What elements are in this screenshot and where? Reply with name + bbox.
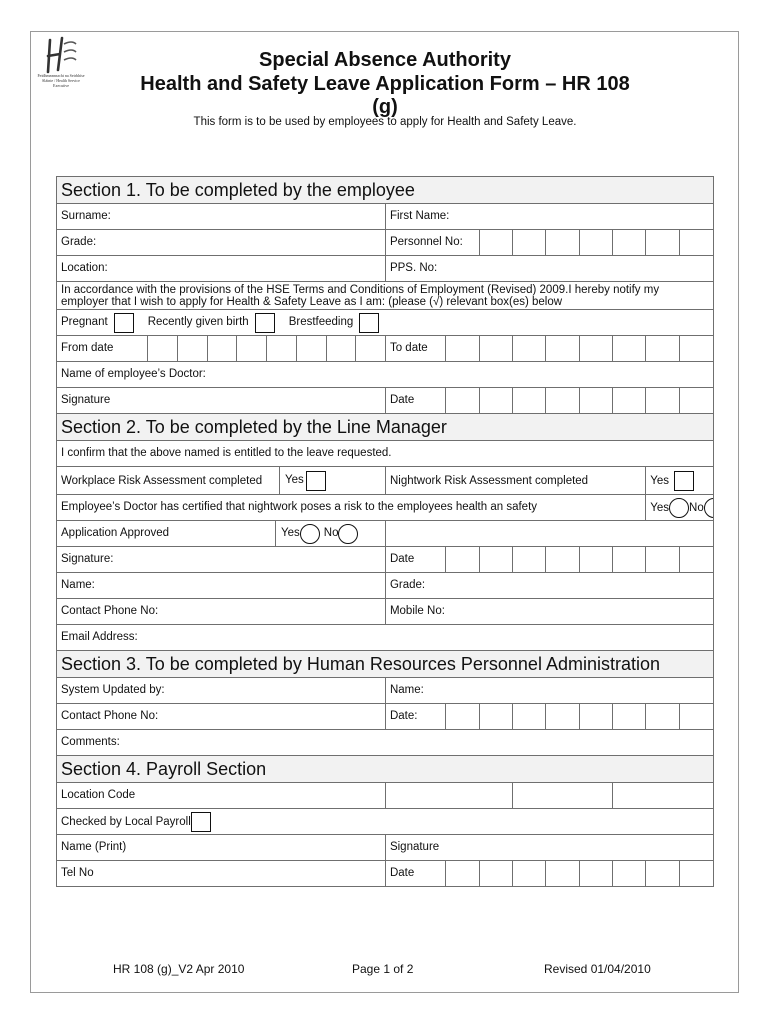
manager-grade-field[interactable]: Grade: (385, 573, 713, 599)
to-date-box[interactable] (446, 336, 479, 362)
nightwork-yes-cell (646, 467, 714, 495)
location-code-box[interactable] (612, 783, 713, 809)
nightwork-yes-label: Yes (650, 474, 670, 487)
payroll-signature-field[interactable]: Signature (385, 835, 713, 861)
payroll-date-box[interactable] (612, 861, 645, 887)
personnel-no-box[interactable] (679, 230, 713, 256)
doctor-certified-no-label: No (689, 501, 704, 514)
employee-signature-field[interactable]: Signature (57, 388, 386, 414)
workplace-risk-cell (57, 467, 386, 495)
manager-date-label: Date (385, 547, 446, 573)
form-intro: This form is to be used by employees to apply for Health and Safety Leave. (193, 116, 577, 128)
doctor-certified-yes-label: Yes (650, 501, 670, 514)
workplace-risk-yes-label: Yes (285, 474, 304, 486)
from-date-box[interactable] (355, 336, 385, 361)
payroll-date-box[interactable] (513, 861, 546, 887)
recently-given-birth-label: Recently given birth (147, 316, 249, 328)
manager-date-box[interactable] (646, 547, 679, 573)
location-field[interactable]: Location: (57, 256, 386, 282)
employee-date-box[interactable] (479, 388, 512, 414)
hr-date-box[interactable] (612, 704, 645, 730)
system-updated-by-field[interactable]: System Updated by: (57, 678, 386, 704)
from-date-box[interactable] (236, 336, 266, 361)
personnel-no-label: Personnel No: (385, 230, 479, 256)
doctor-certified-text: Employee’s Doctor has certified that nightwork poses a risk to the employees health an safety (57, 495, 646, 521)
to-date-box[interactable] (546, 336, 579, 362)
to-date-box[interactable] (579, 336, 612, 362)
manager-date-box[interactable] (546, 547, 579, 573)
payroll-tel-no-field[interactable]: Tel No (57, 861, 386, 887)
recently-given-birth-checkbox[interactable] (255, 313, 275, 333)
logo-caption: Feidhmeannacht na Seirbhíse Sláinte / Health Service Executive (37, 73, 85, 88)
payroll-date-box[interactable] (479, 861, 512, 887)
application-approved-options (275, 521, 385, 546)
workplace-risk-yes-checkbox[interactable] (306, 471, 326, 491)
footer-revised-date: Revised 01/04/2010 (544, 962, 651, 976)
blank-cell (385, 521, 713, 547)
hr-date-box[interactable] (579, 704, 612, 730)
checked-by-payroll-label: Checked by Local Payroll (61, 815, 191, 828)
manager-name-field[interactable]: Name: (57, 573, 386, 599)
payroll-date-box[interactable] (446, 861, 479, 887)
approved-yes-label: Yes (281, 527, 300, 539)
to-date-label: To date (385, 336, 446, 362)
from-date-box[interactable] (147, 336, 177, 361)
nightwork-risk-label: Nightwork Risk Assessment completed (385, 467, 645, 495)
application-approved-cell (57, 521, 386, 547)
footer-page-number: Page 1 of 2 (352, 962, 414, 976)
doctor-certified-no-radio[interactable] (704, 498, 714, 518)
to-date-box[interactable] (612, 336, 645, 362)
personnel-no-box[interactable] (546, 230, 579, 256)
doctor-name-field[interactable]: Name of employee’s Doctor: (57, 362, 714, 388)
hr-date-box[interactable] (446, 704, 479, 730)
manager-date-box[interactable] (579, 547, 612, 573)
grade-field[interactable]: Grade: (57, 230, 386, 256)
manager-date-box[interactable] (446, 547, 479, 573)
footer-form-code: HR 108 (g)_V2 Apr 2010 (113, 962, 245, 976)
leave-reason-row (57, 310, 714, 336)
personnel-no-box[interactable] (646, 230, 679, 256)
approved-no-radio[interactable] (338, 524, 358, 544)
from-date-label: From date (61, 342, 114, 354)
from-date-cell (57, 336, 386, 362)
section4-heading: Section 4. Payroll Section (57, 756, 714, 783)
manager-date-box[interactable] (679, 547, 713, 573)
breastfeeding-checkbox[interactable] (359, 313, 379, 333)
section3-heading: Section 3. To be completed by Human Resources Personnel Administration (57, 651, 714, 678)
employee-date-box[interactable] (446, 388, 479, 414)
checked-by-payroll-row (57, 809, 714, 835)
manager-date-box[interactable] (479, 547, 512, 573)
pregnant-checkbox[interactable] (114, 313, 134, 333)
hr-date-box[interactable] (679, 704, 713, 730)
section2-heading: Section 2. To be completed by the Line Manager (57, 414, 714, 441)
pps-no-field[interactable]: PPS. No: (385, 256, 713, 282)
manager-contact-phone-field[interactable]: Contact Phone No: (57, 599, 386, 625)
section1-heading: Section 1. To be completed by the employee (57, 177, 714, 204)
to-date-box[interactable] (479, 336, 512, 362)
nightwork-yes-checkbox[interactable] (674, 471, 694, 491)
payroll-date-box[interactable] (646, 861, 679, 887)
employee-date-box[interactable] (579, 388, 612, 414)
from-date-box[interactable] (266, 336, 296, 361)
doctor-certified-options (646, 495, 714, 521)
form-subtitle: Health and Safety Leave Application Form – HR 108 (g) (140, 73, 630, 118)
payroll-date-box[interactable] (679, 861, 713, 887)
hr-comments-field[interactable]: Comments: (57, 730, 714, 756)
doctor-certified-yes-radio[interactable] (669, 498, 689, 518)
from-date-box[interactable] (177, 336, 207, 361)
from-date-box[interactable] (207, 336, 237, 361)
hr-date-box[interactable] (513, 704, 546, 730)
manager-date-box[interactable] (612, 547, 645, 573)
employee-date-box[interactable] (612, 388, 645, 414)
payroll-date-label: Date (385, 861, 446, 887)
location-code-label: Location Code (57, 783, 386, 809)
from-date-box[interactable] (296, 336, 326, 361)
personnel-no-box[interactable] (612, 230, 645, 256)
manager-mobile-field[interactable]: Mobile No: (385, 599, 713, 625)
to-date-box[interactable] (679, 336, 713, 362)
application-form (56, 176, 714, 887)
hr-date-box[interactable] (546, 704, 579, 730)
checked-by-payroll-checkbox[interactable] (191, 812, 211, 832)
employee-date-box[interactable] (546, 388, 579, 414)
surname-field[interactable]: Surname: (57, 204, 386, 230)
location-code-box[interactable] (513, 783, 613, 809)
personnel-no-box[interactable] (513, 230, 546, 256)
hr-date-box[interactable] (479, 704, 512, 730)
hr-date-label: Date: (385, 704, 446, 730)
to-date-box[interactable] (513, 336, 546, 362)
declaration-text: In accordance with the provisions of the HSE Terms and Conditions of Employment (Revised) 2009.I hereby notify my employer that I wish to apply for Health & Safety Leave as I am: (please (√) relevant box(es) below (57, 282, 714, 310)
hr-contact-phone-field[interactable]: Contact Phone No: (57, 704, 386, 730)
employee-date-label: Date (385, 388, 446, 414)
manager-email-field[interactable]: Email Address: (57, 625, 714, 651)
approved-yes-radio[interactable] (300, 524, 320, 544)
employee-date-box[interactable] (513, 388, 546, 414)
to-date-box[interactable] (646, 336, 679, 362)
employee-date-box[interactable] (646, 388, 679, 414)
payroll-date-box[interactable] (579, 861, 612, 887)
payroll-name-print-field[interactable]: Name (Print) (57, 835, 386, 861)
hr-date-box[interactable] (646, 704, 679, 730)
confirm-text: I confirm that the above named is entitled to the leave requested. (57, 441, 714, 467)
breastfeeding-label: Brestfeeding (288, 316, 354, 328)
application-approved-label: Application Approved (61, 527, 170, 539)
manager-date-box[interactable] (513, 547, 546, 573)
personnel-no-box[interactable] (479, 230, 512, 256)
from-date-box[interactable] (326, 336, 356, 361)
personnel-no-box[interactable] (579, 230, 612, 256)
workplace-risk-yes-cell (279, 467, 385, 494)
location-code-box[interactable] (385, 783, 512, 809)
hr-name-field[interactable]: Name: (385, 678, 713, 704)
pregnant-label: Pregnant (61, 316, 108, 328)
form-title: Special Absence Authority (259, 49, 511, 71)
employee-date-box[interactable] (679, 388, 713, 414)
first-name-field[interactable]: First Name: (385, 204, 713, 230)
payroll-date-box[interactable] (546, 861, 579, 887)
manager-signature-field[interactable]: Signature: (57, 547, 386, 573)
workplace-risk-label: Workplace Risk Assessment completed (61, 474, 263, 487)
approved-no-label: No (323, 527, 339, 539)
